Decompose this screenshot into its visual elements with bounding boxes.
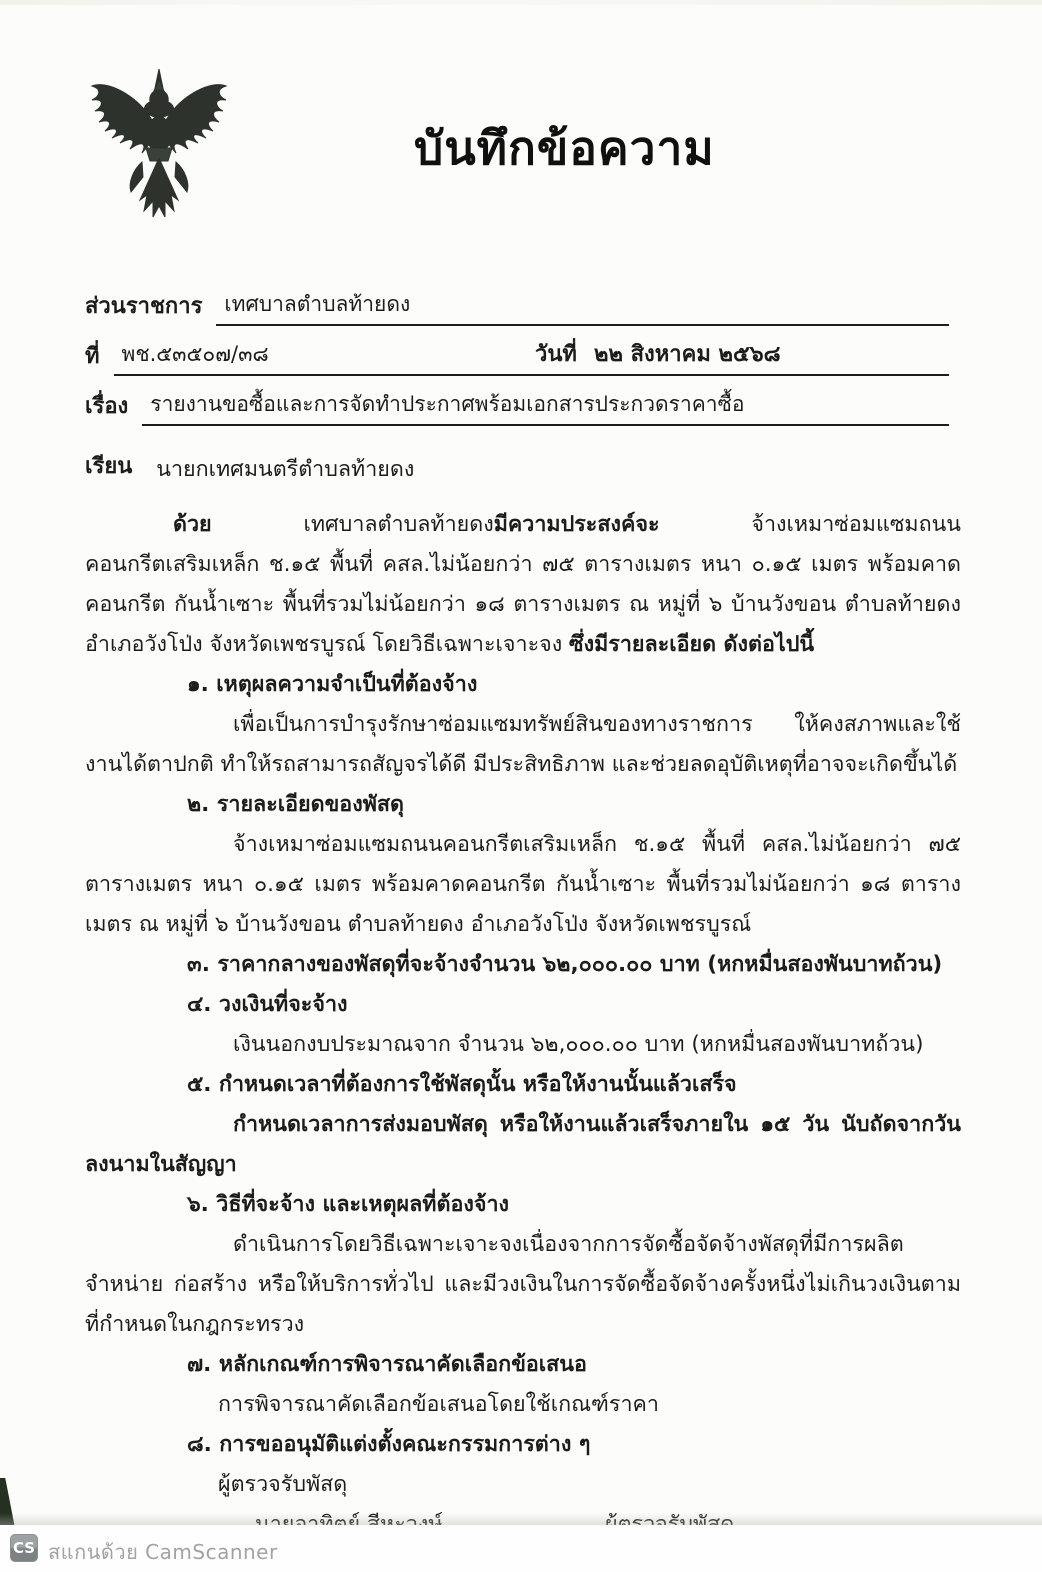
intro-seg-bold: ซึ่งมีรายละเอียด ดังต่อไปนี้ xyxy=(569,632,815,657)
date-label: วันที่ xyxy=(535,342,577,367)
subject-row xyxy=(85,376,949,426)
doc-number-value: พช.๕๓๕๐๗/๓๘ xyxy=(114,338,476,376)
scan-top-edge-artifact xyxy=(0,0,1042,5)
agency-value: เทศบาลตำบลท้ายดง xyxy=(216,288,949,326)
doc-number-label: ที่ xyxy=(85,344,100,369)
date-cell xyxy=(475,336,949,376)
camscanner-badge-icon: CS xyxy=(10,1534,38,1562)
agency-row xyxy=(85,276,949,326)
intro-seg: เทศบาลตำบลท้ายดง xyxy=(211,512,494,537)
item-8-body: ผู้ตรวจรับพัสดุ xyxy=(218,1472,348,1497)
item-2-heading: ๒. รายละเอียดของพัสดุ xyxy=(187,792,404,817)
item-4-body: เงินนอกงบประมาณจาก จำนวน ๖๒,๐๐๐.๐๐ บาท (หกหมื่นสองพันบาทถ้วน) xyxy=(233,1032,924,1057)
item-8-heading: ๘. การขออนุมัติแต่งตั้งคณะกรรมการต่าง ๆ xyxy=(187,1432,591,1457)
intro-seg-bold: มีความประสงค์จะ xyxy=(493,512,660,537)
item-7-body: การพิจารณาคัดเลือกข้อเสนอโดยใช้เกณฑ์ราคา xyxy=(218,1392,659,1417)
item-6-heading: ๖. วิธีที่จะจ้าง และเหตุผลที่ต้องจ้าง xyxy=(187,1192,510,1217)
item-6-body: ดำเนินการโดยวิธีเฉพาะเจาะจงเนื่องจากการจัดซื้อจัดจ้างพัสดุที่มีการผลิต จำหน่าย ก่อสร้าง หรือให้บริการทั่วไป และมีวงเงินในการจัดซื้อจัดจ้างครั้งหนึ่งไม่เกินวงเงินตามที่กำหนดในกฎกระทรวง xyxy=(85,1232,961,1337)
item-5-body: กำหนดเวลาการส่งมอบพัสดุ หรือให้งานแล้วเสร็จภายใน ๑๕ วัน นับถัดจากวันลงนามในสัญญา xyxy=(85,1112,961,1177)
item-1-body: เพื่อเป็นการบำรุงรักษาซ่อมแซมทรัพย์สินของทางราชการ ให้คงสภาพและใช้งานได้ตาปกติ ทำให้รถสามารถสัญจรได้ดี มีประสิทธิภาพ และช่วยลดอุบัติเหตุที่อาจจะเกิดขึ้นได้ xyxy=(85,712,961,777)
intro-paragraph xyxy=(85,505,961,665)
item-7-heading: ๗. หลักเกณฑ์การพิจารณาคัดเลือกข้อเสนอ xyxy=(187,1352,587,1377)
item-4-heading: ๔. วงเงินที่จะจ้าง xyxy=(187,992,348,1017)
subject-value: รายงานขอซื้อและการจัดทำประกาศพร้อมเอกสารประกวดราคาซื้อ xyxy=(142,388,949,426)
agency-label: ส่วนราชการ xyxy=(85,294,203,319)
camscanner-footer-text: สแกนด้วย CamScanner xyxy=(48,1540,278,1564)
number-date-row xyxy=(85,326,949,376)
intro-seg-bold: ด้วย xyxy=(173,512,212,537)
garuda-emblem-icon xyxy=(84,64,234,236)
memo-title: บันทึกข้อความ xyxy=(414,121,715,175)
camscanner-footer xyxy=(0,1525,1042,1572)
subject-label: เรื่อง xyxy=(85,394,129,419)
to-row xyxy=(85,436,414,486)
memo-body xyxy=(85,505,961,1545)
item-2-body: จ้างเหมาซ่อมแซมถนนคอนกรีตเสริมเหล็ก ช.๑๕ พื้นที่ คสล.ไม่น้อยกว่า ๗๕ ตารางเมตร หนา ๐.๑๕ เมตร พร้อมคาดคอนกรีต กันน้ำเซาะ พื้นที่รวมไม่น้อยกว่า ๑๘ ตารางเมตร ณ หมู่ที่ ๖ บ้านวังขอน ตำบลท้ายดง อำเภอวังโป่ง จังหวัดเพชรบูรณ์ xyxy=(85,832,961,937)
page-bottom-shadow xyxy=(0,1513,1042,1525)
memo-header-form xyxy=(85,276,949,426)
intro-seg: จ้างเหมาซ่อมแซมถนนคอนกรีตเสริมเหล็ก ช.๑๕ พื้นที่ คสล.ไม่น้อยกว่า ๗๕ ตารางเมตร หนา ๐.๑๕ เมตร พร้อมคาดคอนกรีต กันน้ำเซาะ พื้นที่รวมไม่น้อยกว่า ๑๘ ตารางเมตร ณ หมู่ที่ ๖ บ้านวังขอน ตำบลท้ายดง อำเภอวังโป่ง จังหวัดเพชรบูรณ์ โดยวิธีเฉพาะเจาะจง xyxy=(85,512,962,657)
to-value: นายกเทศมนตรีตำบลท้ายดง xyxy=(156,457,415,482)
date-value: ๒๒ สิงหาคม ๒๕๖๘ xyxy=(593,342,781,367)
item-1-heading: ๑. เหตุผลความจำเป็นที่ต้องจ้าง xyxy=(187,672,478,697)
to-label: เรียน xyxy=(85,454,133,479)
item-3-heading: ๓. ราคากลางของพัสดุที่จะจ้างจำนวน ๖๒,๐๐๐.๐๐ บาท (หกหมื่นสองพันบาทถ้วน) xyxy=(187,952,943,977)
item-5-heading: ๕. กำหนดเวลาที่ต้องการใช้พัสดุนั้น หรือให้งานนั้นแล้วเสร็จ xyxy=(187,1072,737,1097)
